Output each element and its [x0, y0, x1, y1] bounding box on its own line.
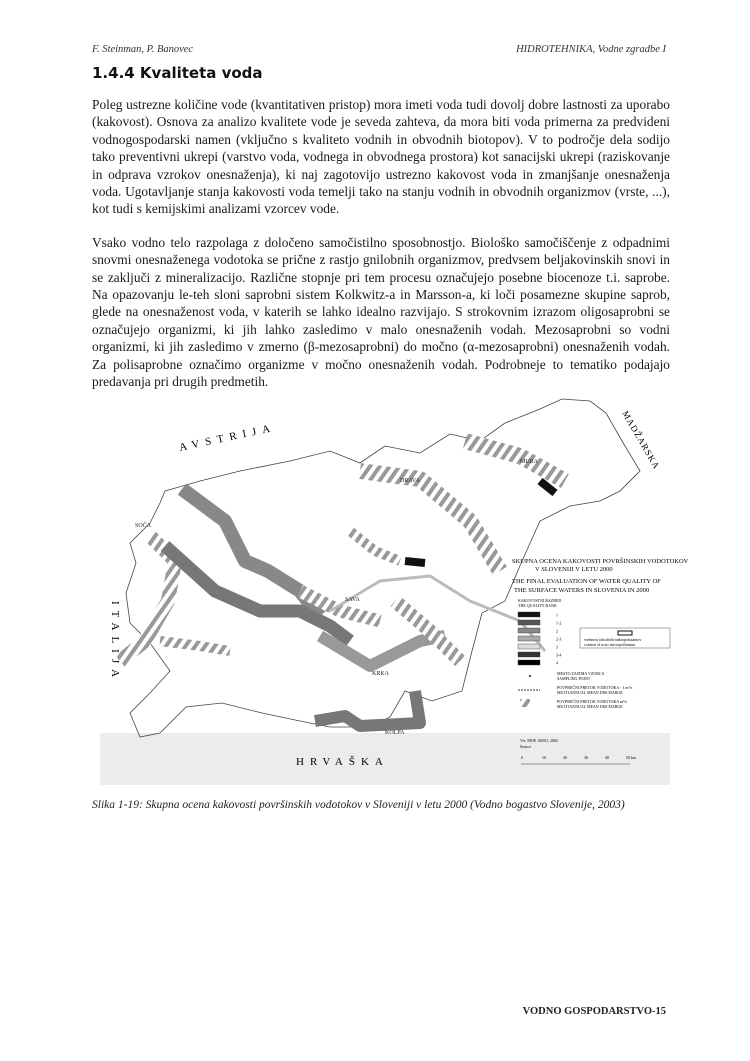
river-krka	[320, 636, 445, 666]
label-croatia: HRVAŠKA	[296, 755, 389, 768]
legend-title-sl: SKUPNA OCENA KAKOVOSTI POVRŠINSKIH VODOTOKOV	[512, 557, 689, 565]
toxic-symbol	[618, 631, 632, 635]
quality-class-label: 3	[556, 644, 558, 649]
river-mura	[465, 441, 565, 481]
legend-discharge1-en: MULTIANNUAL MEAN DISCHARGE	[557, 689, 623, 695]
label-river-drava: DRAVA	[400, 477, 420, 484]
legend-toxic-sl: vsebnost toksičnih mikropolutantov	[584, 636, 642, 642]
legend-discharge2-en: MULTIANNUAL MEAN DISCHARGE	[557, 703, 623, 709]
quality-class-swatch	[518, 652, 540, 657]
label-river-kolpa: KOLPA	[385, 729, 405, 736]
legend-rank-label: KAKOVOSTNI RAZRED	[518, 597, 562, 603]
running-header-authors: F. Steinman, P. Banovec	[92, 44, 194, 55]
scale-tick-label: 40	[605, 754, 609, 760]
river-polluted-segment	[405, 561, 425, 563]
paragraph: Poleg ustrezne količine vode (kvantitativen pristop) mora imeti voda tudi dovolj dobre lastnosti za uporabo (kakovost). Osnova za analizo kvalitete vode je seveda zahteva, da mora biti voda primerna za predvideni vodnogospodarski namen (vključno s kvaliteto vodnih in obvodnih biotopov). V to področje dela sodijo tako preventivni ukrepi (varstvo voda, vodnega in obvodnega prostora) kot sanacijski ukrepi (raziskovanje in odprava vzrokov onesnaženja), ki naj zagotovijo ustrezno kakovost voda in zmanjšanje onesnaženja voda. Ugotavljanje stanja kakovosti voda temelji tako na stanju vodnih in obvodnih organizmov (vrste, ...), kot tudi s kemijskimi analizami vzorcev vode.	[92, 97, 670, 217]
map-legend	[512, 557, 689, 764]
content-column	[92, 64, 689, 811]
legend-source-en: Source	[520, 743, 532, 749]
running-header-book: HIDROTEHNIKA, Vodne zgradbe I	[516, 44, 666, 55]
legend-title-en: THE FINAL EVALUATION OF WATER QUALITY OF	[512, 577, 661, 585]
legend-source: Vir: MOP, ARSO, 2002	[520, 737, 558, 743]
quality-class-swatch	[518, 628, 540, 633]
legend-discharge2-sl: POVPREČNI PRETOK VODOTOKA m³/s	[557, 698, 627, 704]
river-savinja	[350, 531, 400, 561]
quality-class-swatch	[518, 660, 540, 665]
scale-tick-label: 10	[542, 754, 546, 760]
label-austria: AVSTRIJA	[178, 421, 278, 454]
legend-rank-label-en: THE QUALITY RANK	[518, 602, 557, 608]
quality-class-label: 2	[556, 628, 558, 633]
label-river-mura: MURA	[520, 458, 539, 465]
quality-class-label: 1-2	[556, 620, 562, 625]
sampling-point-icon	[529, 675, 531, 677]
river-ljubljanica	[160, 641, 230, 651]
section-title: 1.4.4 Kvaliteta voda	[92, 64, 263, 82]
quality-class-label: 2-3	[556, 636, 562, 641]
figure-caption: Slika 1-19: Skupna ocena kakovosti površinskih vodotokov v Sloveniji v letu 2000 (Vodno bogastvo Slovenije, 2003)	[92, 798, 625, 811]
legend-toxic-en: content of toxic micropollutants	[584, 641, 636, 647]
quality-class-label: 3-4	[556, 652, 562, 657]
quality-class-swatch	[518, 636, 540, 641]
scale-tick-label: 50 km	[626, 754, 637, 760]
legend-sampling-sl: MESTO ZAJEMA VZORCA	[557, 670, 605, 676]
quality-class-swatch	[518, 612, 540, 617]
water-quality-map	[100, 393, 689, 785]
quality-class-swatch	[518, 644, 540, 649]
legend-discharge1-sl: POVPREČNI PRETOK VODOTOKA - 1 m³/s	[557, 684, 633, 690]
scale-tick-label: 20	[563, 754, 567, 760]
quality-class-swatch	[518, 620, 540, 625]
label-river-sava: SAVA	[345, 596, 360, 603]
page-footer: VODNO GOSPODARSTVO-15	[522, 1006, 666, 1017]
legend-title-en-2: THE SURFACE WATERS IN SLOVENIA IN 2000	[514, 586, 650, 594]
legend-sampling-en: SAMPLING POINT	[557, 675, 591, 681]
label-hungary: MADŽARSKA	[620, 408, 662, 471]
scale-tick-label: 0	[521, 754, 523, 760]
discharge-scale-symbol	[520, 699, 530, 707]
legend-title-sl-2: V SLOVENIJI V LETU 2000	[535, 565, 613, 573]
paragraph: Vsako vodno telo razpolaga z določeno samočistilno sposobnostjo. Biološko samočiščenje z odpadnimi snovmi onesnaženega vodotoka se prične z rastjo gnilobnih organizmov, predvsem beljakovinskih snovi in se zaključi z mineralizacijo. Različne stopnje pri tem procesu označujejo posebne biocenoze t.i. saprobe. Na opazovanju le-teh sloni saprobni sistem Kolkwitz-a in Marsson-a, ki loči posamezne skupine saprob, glede na onesnaženost voda, v katerih se lahko idealno razvijajo. S strokovnim izrazom oligosaprobni se označujejo organizmi, ki jih lahko zasledimo v malo onesnaženih vodah. Mezosaprobni so vodni organizmi, ki jih zasledimo v zmerno (β-mezosaprobni) do močno (α-mezosaprobni) onesnaženih vodah. Za polisaprobne označimo organizme v močno onesnaženih vodah. Podrobneje to tematiko podajajo predavanja pri drugih predmetih.	[92, 234, 670, 390]
label-river-krka: KRKA	[372, 670, 390, 677]
label-river-soca: SOČA	[135, 522, 152, 529]
label-italy: ITALIJA	[109, 600, 121, 683]
river-kolpa	[315, 691, 420, 726]
quality-class-label: 1	[556, 612, 558, 617]
quality-class-label: 4	[556, 660, 558, 665]
scale-tick-label: 30	[584, 754, 588, 760]
